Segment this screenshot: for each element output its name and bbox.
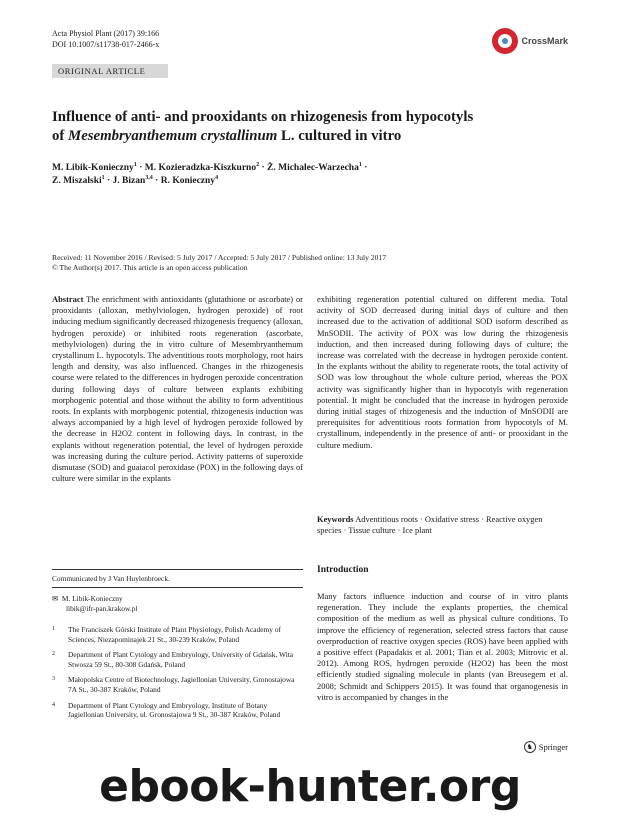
affiliation-item: 2 Department of Plant Cytology and Embryology, University of Gdańsk, Wita Stwosza 59 St., 80-308 Gdańsk, Poland [52, 650, 294, 669]
author-name: M. Kozieradzka-Kiszkurno [144, 163, 257, 173]
affiliation-item: 1 The Franciszek Górski Institute of Plant Physiology, Polish Academy of Sciences, Niezapominajek 21 St., 30-239 Kraków, Poland [52, 625, 282, 644]
author-name: Z. Miszalski [52, 176, 102, 186]
affiliations [52, 625, 303, 726]
paper-title [52, 108, 572, 146]
springer-horse-icon: ♞ [524, 741, 536, 753]
title-line-1: Influence of anti- and prooxidants on rhizogenesis from hypocotyls [52, 109, 474, 125]
author-line-2: Z. Miszalski$^1$ · J. Bizan$^{3,4}$ · R. Konieczny$^4$ [52, 174, 219, 186]
crossmark-badge[interactable] [492, 28, 568, 54]
abstract-text-left: The enrichment with antioxidants (glutathione or ascorbate) or prooxidants (alloxan, methylviologen, hydrogen peroxide) of root inducing medium significantly decreased rhizogenesis frequency (alloxan, hydrogen peroxide) or inhibited roots regeneration (ascorbate, methylviologen) during the in vitro culture of Mesembryanthemum crystallinum L. hypocotyls. The adventitious roots morphology, root hairs length and density, was also influenced. Changes in the rhizogenesis course were related to the differences in hydrogen peroxide concentration during following days of culture between explants exhibiting morphogenic potential and those without the ability to form adventitious roots. In explants with morphogenic potential, rhizogenesis induction was always accompanied by a high level of hydrogen peroxide followed by the decrease in H2O2 content in following days. In contrast, in the explants without regeneration potential, the level of hydrogen peroxide was increasing during the culture period. Activity patterns of superoxide dismutase (SOD) and guaiacol peroxidase (POX) in the following days of culture were similar in the explants [52, 294, 303, 484]
author-name: Ż. Michalec-Warzecha [267, 163, 359, 173]
introduction-text: Many factors influence induction and course of in vitro plants regeneration. They include the explants properties, the chemical composition of the medium as well as physical culture conditions. To improve the efficiency of regeneration, selected stress factors that cause overproduction of reactive oxygen species (ROS) have been applied with a positive effect (Papadakis et al. 2001; Tian et al. 2003; Mitrovic et al. 2012). Among ROS, hydrogen peroxide (H2O2) has been the most efficiently studied signaling molecule in plants (van Breusegem et al. 2008; Schmidt and Schippers 2015). It was found that organogenesis in vitro is accompanied by changes in the [317, 591, 568, 702]
copyright-line: © The Author(s) 2017. This article is an open access publication [52, 263, 248, 272]
keywords [317, 514, 568, 536]
crossmark-icon [492, 28, 518, 54]
abstract-label: Abstract [52, 294, 84, 304]
doi[interactable]: DOI 10.1007/s11738-017-2466-x [52, 40, 160, 49]
article-type-label: ORIGINAL ARTICLE [52, 64, 168, 78]
affiliation-item: 4 Department of Plant Cytology and Embryology, Institute of Botany Jagiellonian University, ul. Gronostajowa 9 St., 30-387 Kraków, Poland [52, 700, 281, 720]
affiliation-item: 3 Małopolska Centre of Biotechnology, Jagiellonian University, Gronostajowa 7A St., 30-387 Kraków, Poland [52, 675, 295, 694]
journal-citation: Acta Physiol Plant (2017) 39:166 [52, 29, 160, 38]
author-line-1: M. Libik-Konieczny$^1$ · M. Kozieradzka-Kiszkurno$^2$ · Ż. Michalec-Warzecha$^1$ · [52, 161, 368, 173]
keywords-text: Adventitious roots · Oxidative stress · Reactive oxygen species · Tissue culture · Ice plant [317, 514, 543, 536]
publication-dates [52, 253, 572, 273]
corresponding-author [52, 594, 303, 614]
author-name: R. Konieczny [160, 176, 216, 186]
footnote-divider [52, 569, 303, 570]
crossmark-label: CrossMark [521, 36, 568, 46]
history-dates: Received: 11 November 2016 / Revised: 5 July 2017 / Accepted: 5 July 2017 / Published online: 13 July 2017 [52, 253, 387, 262]
watermark: ebook-hunter.org [99, 761, 521, 812]
publisher-name: Springer [538, 742, 568, 752]
journal-meta [52, 28, 159, 50]
introduction-heading: Introduction [317, 565, 369, 575]
title-line-2: of Mesembryanthemum crystallinum L. cultured in vitro [52, 128, 402, 144]
author-name: J. Bizan [112, 176, 146, 186]
author-name: M. Libik-Konieczny [52, 163, 134, 173]
author-list [52, 162, 572, 188]
abstract-left [52, 294, 303, 484]
publisher-logo [524, 741, 568, 753]
contact-name: M. Libik-Konieczny [61, 594, 123, 603]
footnote-divider [52, 587, 303, 588]
envelope-icon: ✉ [52, 594, 62, 603]
abstract-text-right: exhibiting regeneration potential cultured on different media. Total activity of SOD decreased during initial days of culture and then increased due to the activation of additional SOD isoform described as MnSODII. The activity of POX was low during the rhizogenesis induction, and then increased during following days of culture; the increase was correlated with the decrease in hydrogen peroxide content. In the explants without the ability to regenerate roots, the total activity of SOD was low throughout the whole culture period, whereas the POX activity was significantly higher than in hypocotyls with regeneration potential. It might be concluded that the increase in hydrogen peroxide during initial stages of rhizogenesis and the induction of MnSODII are prerequisites for adventitious roots formation from hypocotyls of M. crystallinum, independently in the presence of anti- or prooxidant in the culture medium. [317, 294, 568, 450]
contact-email[interactable]: libik@ifr-pan.krakow.pl [66, 604, 138, 613]
keywords-label: Keywords [317, 514, 354, 524]
communicated-by: Communicated by J Van Huylenbroeck. [52, 574, 170, 583]
abstract-right [317, 294, 568, 451]
